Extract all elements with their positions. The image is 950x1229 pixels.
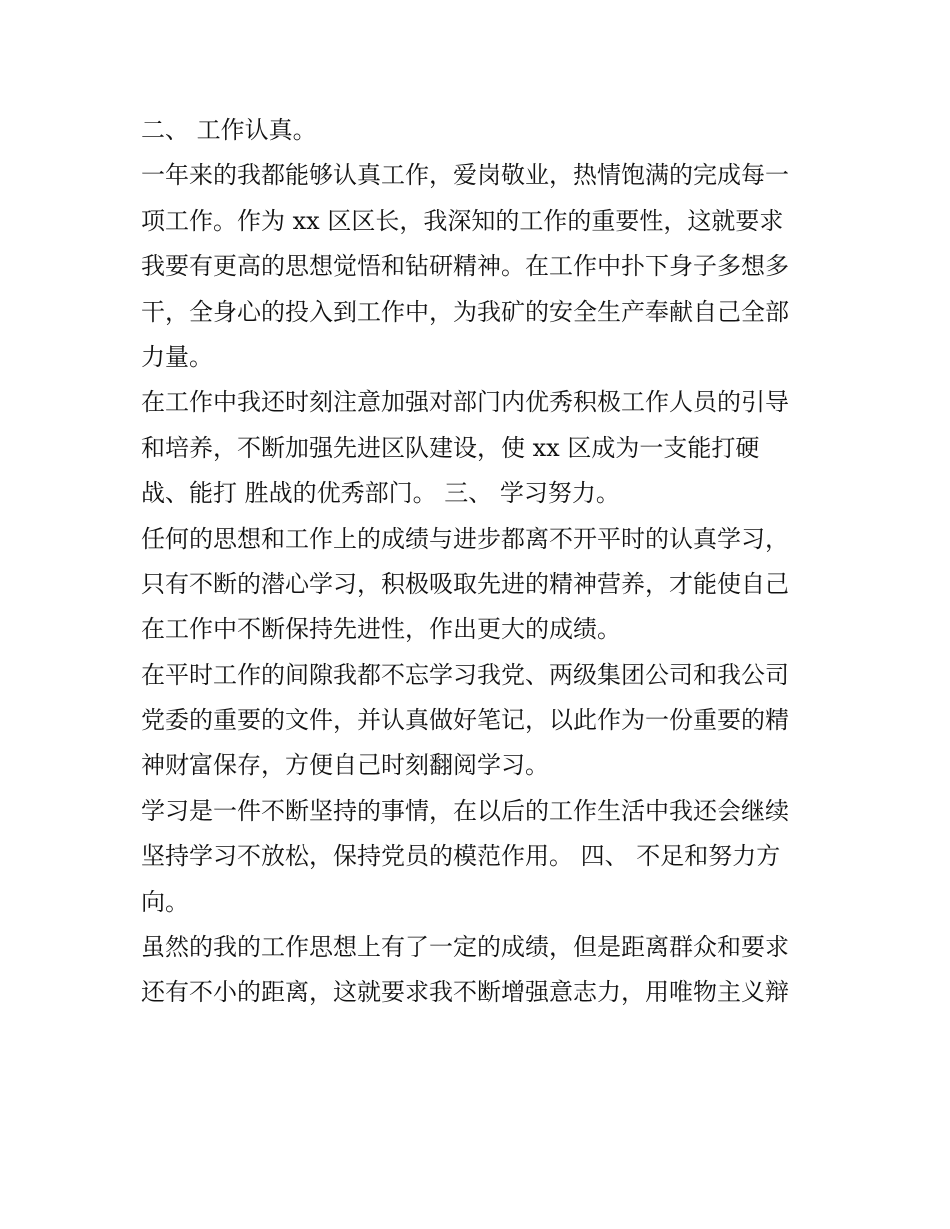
text-line: 在工作中我还时刻注意加强对部门内优秀积极工作人员的引导 [141,388,789,417]
text-line: 坚持学习不放松，保持党员的模范作用。 四、 不足和努力方 [141,842,781,871]
text-line: 任何的思想和工作上的成绩与进步都离不开平时的认真学习， [141,524,789,553]
text-line: 学习是一件不断坚持的事情，在以后的工作生活中我还会继续 [141,796,789,825]
text-line: 只有不断的潜心学习，积极吸取先进的精神营养，才能使自己 [141,569,789,598]
text-line: 和培养，不断加强先进区队建设，使 xx 区成为一支能打硬 [141,433,760,462]
text-line: 项工作。作为 xx 区区长，我深知的工作的重要性，这就要求 [141,206,784,235]
text-line: 我要有更高的思想觉悟和钻研精神。在工作中扑下身子多想多 [141,252,789,281]
text-line: 向。 [141,887,189,916]
text-line: 一年来的我都能够认真工作，爱岗敬业，热情饱满的完成每一 [141,161,789,190]
text-line: 战、能打 胜战的优秀部门。 三、 学习努力。 [141,479,620,508]
text-line: 在工作中不断保持先进性，作出更大的成绩。 [141,615,621,644]
text-line: 虽然的我的工作思想上有了一定的成绩，但是距离群众和要求 [141,933,789,962]
text-line: 还有不小的距离，这就要求我不断增强意志力，用唯物主义辩 [141,978,789,1007]
text-line: 力量。 [141,342,213,371]
document-body [141,108,821,1016]
text-line: 在平时工作的间隙我都不忘学习我党、两级集团公司和我公司 [141,660,789,689]
text-line: 党委的重要的文件，并认真做好笔记，以此作为一份重要的精 [141,706,789,735]
text-line: 神财富保存，方便自己时刻翻阅学习。 [141,751,549,780]
text-line: 二、 工作认真。 [141,116,317,144]
text-line: 干，全身心的投入到工作中，为我矿的安全生产奉献自己全部 [141,297,789,326]
